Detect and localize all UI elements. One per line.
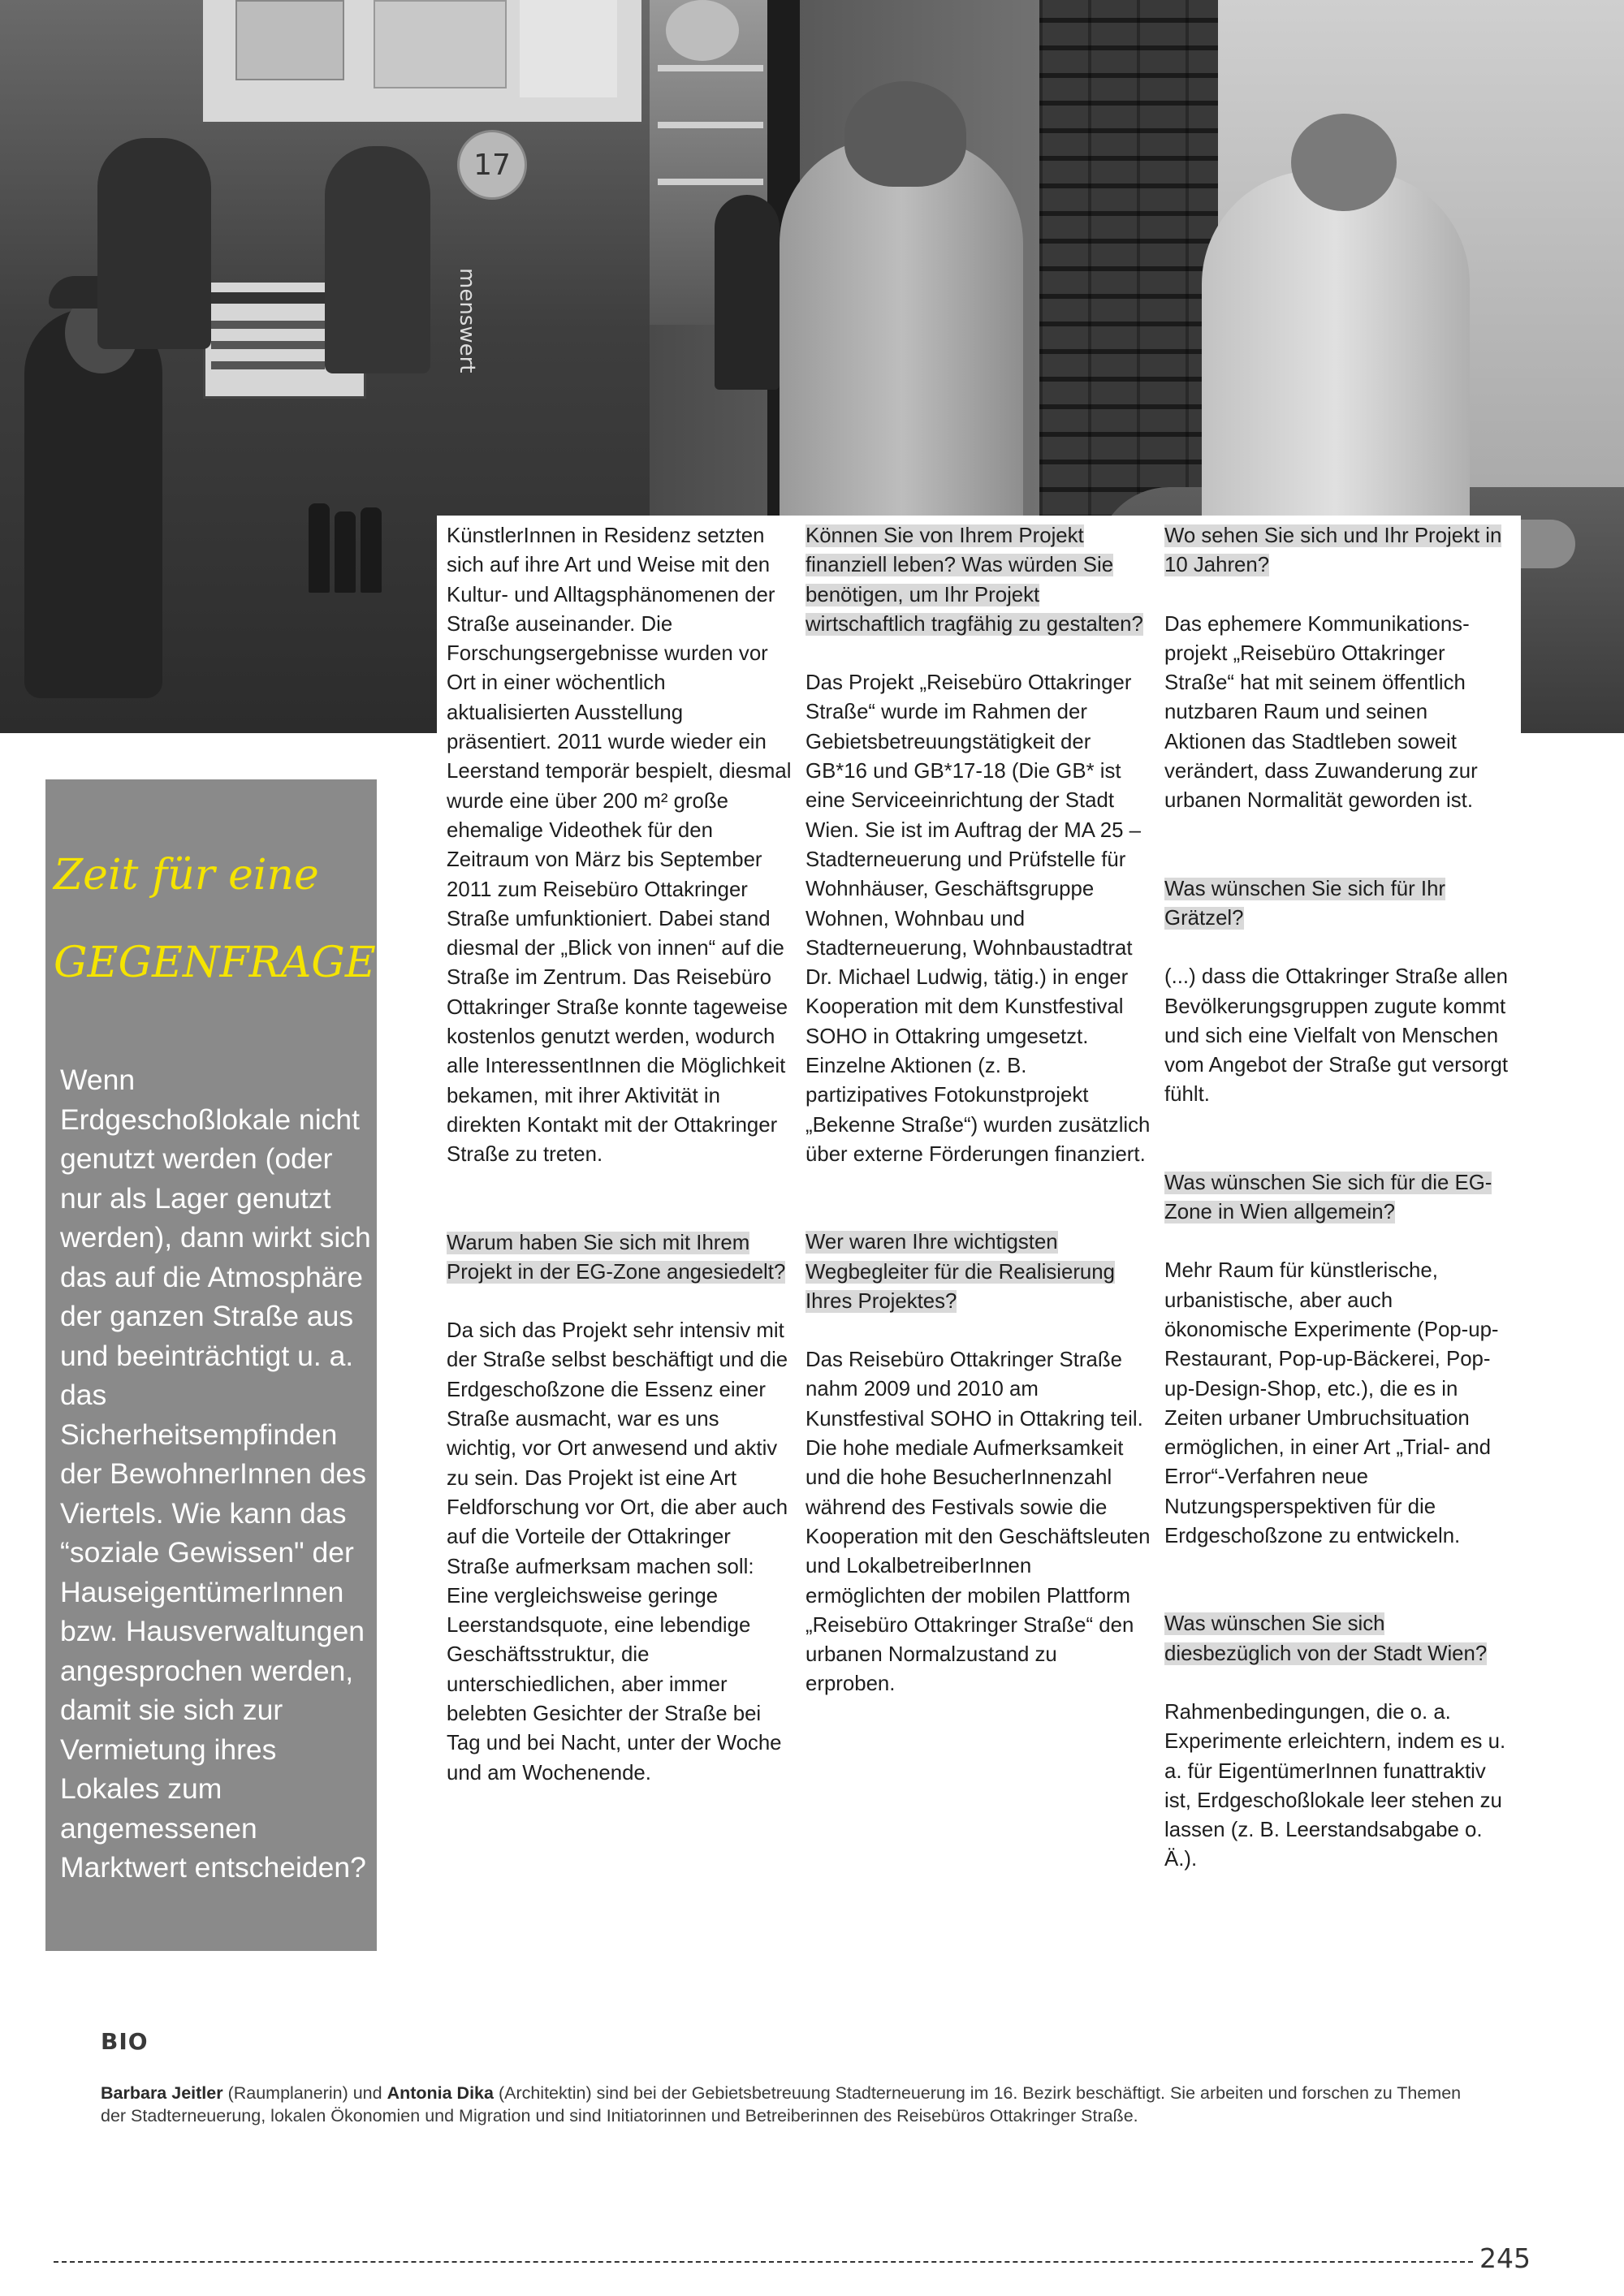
bio-name-1: Barbara Jeitler <box>101 2083 223 2103</box>
person-light-jacket <box>1202 170 1470 552</box>
intro-paragraph: KünstlerInnen in Residenz setzten sich auf ihre Art und Weise mit den Kultur- und Alltagsphänomenen der Straße auseinander. Die Forschungsergebnisse wurden vor Ort in einer wöchentlich aktualisierten Ausstellung präsentiert. 2011 wurde wieder ein Leerstand temporär bespielt, diesmal wurde eine über 200 m² große ehemalige Videothek für den Zeitraum von März bis September 2011 zum Reisebüro Ottakringer Straße umfunktioniert. Dabei stand diesmal der „Blick von innen“ auf die Straße im Zentrum. Das Reisebüro Ottakringer Straße konnte tageweise kostenlos genutzt werden, wodurch alle InteressentInnen die Möglichkeit bekamen, mit ihrer Aktivität in direkten Kontakt mit der Ottakringer Straße zu treten. <box>447 524 792 1167</box>
text-column-2 <box>806 521 1151 1699</box>
bio-name-2: Antonia Dika <box>387 2083 494 2103</box>
answer-paragraph: Da sich das Projekt sehr intensiv mit der Straße selbst beschäftigt und die Erdgeschoßzone die Essenz einer Straße ausmacht, war es uns wichtig, vor Ort anwesend und aktiv zu sein. Das Projekt ist eine Art Feldforschung vor Ort, die aber auch auf die Vorteile der Ottakringer Straße aufmerksam machen soll: Eine vergleichsweise geringe Leerstandsquote, eine lebendige Geschäftsstruktur, die unterschiedlichen, aber immer belebten Gesichter der Straße bei Tag und bei Nacht, unter der Woche und am Wochenende. <box>447 1319 788 1785</box>
question-heading: Was wünschen Sie sich für Ihr Grätzel? <box>1164 877 1446 930</box>
question-heading: Können Sie von Ihrem Projekt finanziell leben? Was würden Sie benötigen, um Ihr Projekt wirtschaftlich tragfähig zu gestalten? <box>806 524 1143 636</box>
answer-paragraph: Das Reisebüro Ottakringer Straße nahm 2009 und 2010 am Kunstfestival SOHO in Ottakring teil. Die hohe mediale Aufmerksamkeit und die hohe BesucherInnenzahl während des Festivals sowie die Kooperation mit den Geschäftsleuten und LokalbetreiberInnen ermöglichten der mobilen Plattform „Reisebüro Ottakringer Straße“ den urbanen Normalzustand zu erproben. <box>806 1349 1151 1696</box>
question-heading: Wer waren Ihre wichtigsten Wegbegleiter für die Realisierung Ihres Projektes? <box>806 1231 1115 1313</box>
number-sign <box>457 130 527 200</box>
answer-paragraph: (...) dass die Ottakringer Straße allen Bevölkerungsgruppen zugute kommt und sich eine Vielfalt von Menschen vom Angebot der Straße gut versorgt fühlt. <box>1164 965 1509 1107</box>
footer-rule <box>54 2261 1473 2263</box>
answer-paragraph: Das Projekt „Reisebüro Ottakringer Straße“ wurde im Rahmen der Gebietsbetreuungstätigkeit der GB*16 und GB*17-18 (Die GB* ist eine Serviceeinrichtung der Stadt Wien. Sie ist im Auftrag der MA 25 – Stadterneuerung und Prüfstelle für Wohnhäuser, Geschäftsgruppe Wohnen, Wohnbau und Stadterneuerung, Wohnbaustadtrat Dr. Michael Ludwig, tätig.) in enger Kooperation mit dem Kunstfestival SOHO in Ottakring umgesetzt. Einzelne Aktionen (z. B. partizipatives Fotokunstprojekt „Bekenne Straße“) wurden zusätzlich über externe Förderungen finanziert. <box>806 671 1151 1166</box>
sidebar-title-line2: GEGENFRAGE <box>54 939 376 987</box>
answer-paragraph: Das ephemere Kommunikations-projekt „Reisebüro Ottakringer Straße“ hat mit seinem öffentlich nutzbaren Raum und seinen Aktionen das Stadtleben soweit verändert, dass Zuwanderung zur urbanen Normalität geworden ist. <box>1164 612 1478 813</box>
question-heading: Was wünschen Sie sich für die EG-Zone in Wien allgemein? <box>1164 1171 1492 1224</box>
window-lettering: menswert <box>455 268 479 373</box>
question-heading: Was wünschen Sie sich diesbezüglich von der Stadt Wien? <box>1164 1612 1488 1665</box>
text-column-1 <box>447 521 792 1788</box>
answer-paragraph: Mehr Raum für künstlerische, urbanistische, aber auch ökonomische Experimente (Pop-up-Restaurant, Pop-up-Bäckerei, Pop-up-Design-Shop, etc.), die es in Zeiten urbaner Umbruchsituation ermöglichen, in einer Art „Trial- and Error“-Verfahren neue Nutzungsperspektiven für die Erdgeschoßzone zu entwickeln. <box>1164 1259 1499 1548</box>
bio-heading: BIO <box>101 2028 149 2055</box>
question-heading: Warum haben Sie sich mit Ihrem Projekt in der EG-Zone angesiedelt? <box>447 1231 786 1284</box>
sidebar-title-line1: Zeit für eine <box>54 851 319 900</box>
page-number: 245 <box>1479 2242 1531 2274</box>
answer-paragraph: Rahmenbedingungen, die o. a. Experimente erleichtern, indem es u. a. für EigentümerInnen funattraktiv ist, Erdgeschoßlokale leer stehen zu lassen (z. B. Leerstandsabgabe o. Ä.). <box>1164 1700 1506 1871</box>
question-heading: Wo sehen Sie sich und Ihr Projekt in 10 Jahren? <box>1164 524 1502 577</box>
sidebar-question: Wenn Erdgeschoßlokale nicht genutzt werden (oder nur als Lager genutzt werden), dann wirkt sich das auf die Atmosphäre der ganzen Straße aus und beeinträchtigt u. a. das Sicherheitsempfinden der BewohnerInnen des Viertels. Wie kann das “soziale Gewissen" der HauseigentümerInnen bzw. Hausverwaltungen angesprochen werden, damit sie sich zur Vermietung ihres Lokales zum angemessenen Marktwert entscheiden? <box>60 1064 371 1884</box>
bio-text: Barbara Jeitler (Raumplanerin) und Antonia Dika (Architektin) sind bei der Gebietsbetreuung Stadterneuerung im 16. Bezirk beschäftigt. Sie arbeiten und forschen zu Themen der Stadterneuerung, lokalen Ökonomien und Migration und sind Initiatorinnen und Betreiberinnen des Reisebüros Ottakringer Straße. <box>101 2083 1462 2126</box>
text-column-3 <box>1164 521 1510 1875</box>
sign-number: 17 <box>473 148 511 182</box>
question-sidebar <box>45 779 377 1951</box>
